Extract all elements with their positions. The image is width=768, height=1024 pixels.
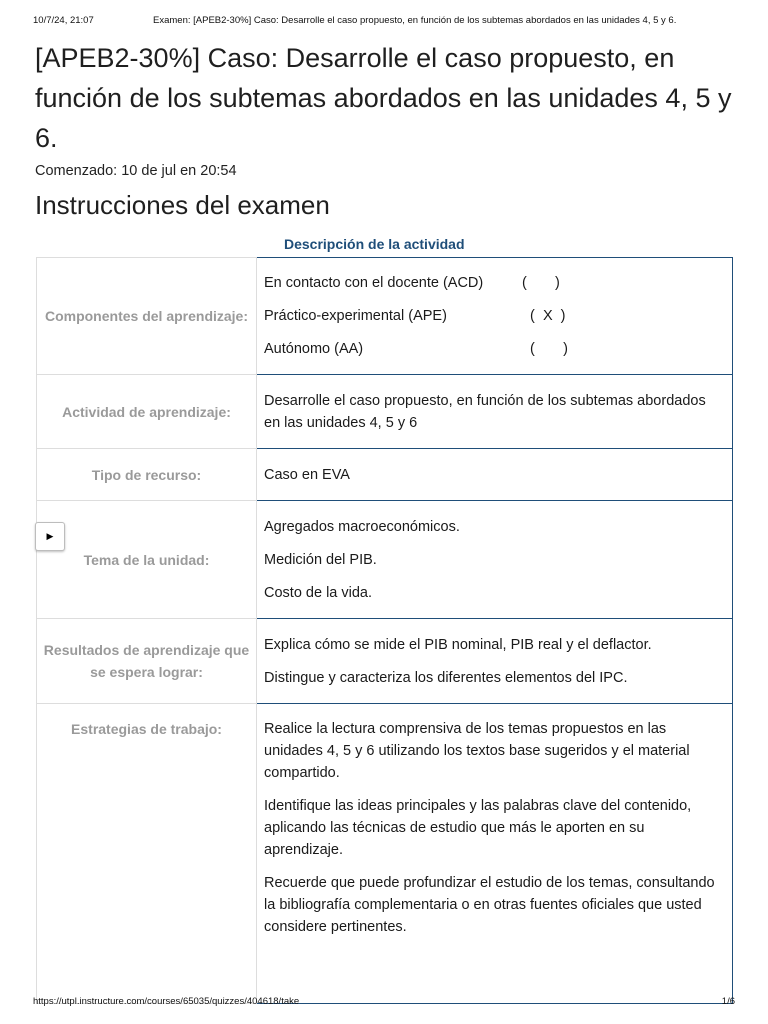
row-label: Tema de la unidad: <box>37 501 257 619</box>
print-doc-title: Examen: [APEB2-30%] Caso: Desarrolle el caso propuesto, en función de los subtemas abordados en las unidades 4, 5 y 6. <box>153 15 677 26</box>
component-name: Práctico-experimental (APE) <box>264 308 447 324</box>
value-paragraph: Caso en EVA <box>264 466 350 483</box>
table-row <box>37 375 733 449</box>
component-mark: ( ) <box>522 341 568 357</box>
play-button[interactable] <box>35 522 65 551</box>
row-value <box>257 704 733 1004</box>
row-label: Actividad de aprendizaje: <box>37 375 257 449</box>
table-row <box>37 704 733 1004</box>
row-label: Tipo de recurso: <box>37 449 257 501</box>
table-row <box>37 449 733 501</box>
section-heading: Instrucciones del examen <box>35 190 330 220</box>
component-name: En contacto con el docente (ACD) <box>264 275 484 291</box>
value-paragraph: Explica cómo se mide el PIB nominal, PIB real y el deflactor. <box>264 636 652 653</box>
row-value <box>257 619 733 704</box>
table-row <box>37 501 733 619</box>
component-name: Autónomo (AA) <box>264 341 364 357</box>
component-mark: ( X ) <box>522 308 566 324</box>
page-title: [APEB2-30%] Caso: Desarrolle el caso propuesto, en función de los subtemas abordados en las unidades 4, 5 y 6. <box>35 43 732 153</box>
component-mark: ( ) <box>522 275 560 291</box>
component-line <box>264 272 724 294</box>
row-label: Estrategias de trabajo: <box>37 704 257 1004</box>
value-paragraph: Medición del PIB. <box>264 551 377 568</box>
print-url: https://utpl.instructure.com/courses/65035/quizzes/404618/take <box>33 996 300 1007</box>
table-row <box>37 258 733 375</box>
table-caption: Descripción de la actividad <box>284 236 465 252</box>
row-value <box>257 501 733 619</box>
component-line <box>264 338 724 360</box>
value-paragraph: Recuerde que puede profundizar el estudio de los temas, consultando la bibliografía complementaria o en otras fuentes oficiales que usted considere pertinentes. <box>264 875 715 935</box>
row-label: Componentes del aprendizaje: <box>37 258 257 375</box>
activity-description-table <box>36 257 733 1004</box>
row-value <box>257 375 733 449</box>
table-row <box>37 619 733 704</box>
page-indicator: 1/6 <box>721 996 735 1007</box>
value-paragraph: Agregados macroeconómicos. <box>264 518 460 535</box>
value-paragraph: Desarrolle el caso propuesto, en función de los subtemas abordados en las unidades 4, 5 y 6 <box>264 392 706 431</box>
value-paragraph: Distingue y caracteriza los diferentes elementos del IPC. <box>264 669 628 686</box>
row-value <box>257 449 733 501</box>
components-cell <box>257 258 733 375</box>
value-paragraph: Realice la lectura comprensiva de los temas propuestos en las unidades 4, 5 y 6 utilizando los textos base sugeridos y el material compartido. <box>264 721 690 781</box>
print-datetime: 10/7/24, 21:07 <box>33 15 94 26</box>
row-label: Resultados de aprendizaje que se espera lograr: <box>37 619 257 704</box>
play-triangle-icon: ▶ <box>46 531 54 541</box>
value-paragraph: Costo de la vida. <box>264 584 373 601</box>
component-line <box>264 305 724 327</box>
started-timestamp: Comenzado: 10 de jul en 20:54 <box>35 163 237 179</box>
value-paragraph: Identifique las ideas principales y las palabras clave del contenido, aplicando las técnicas de estudio que más le aporten en su aprendizaje. <box>264 798 692 858</box>
